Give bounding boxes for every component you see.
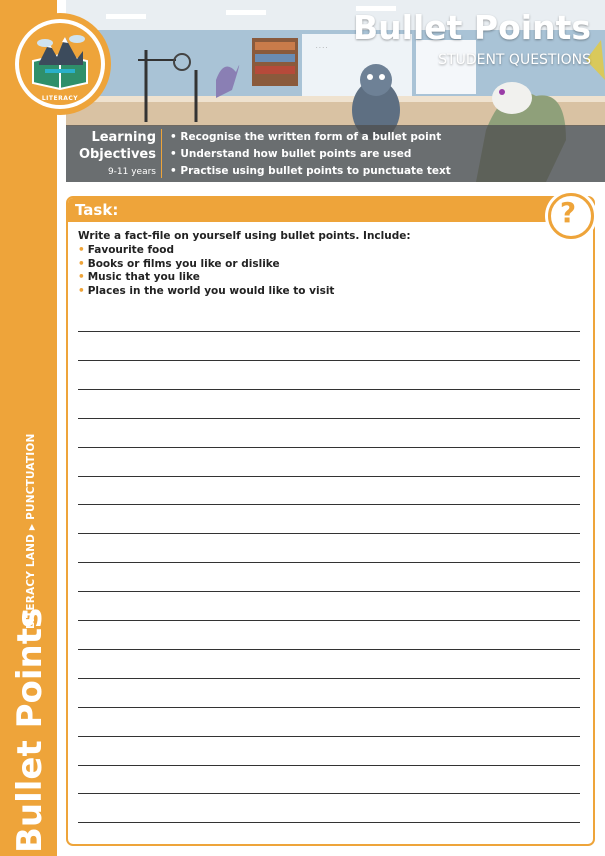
writing-line[interactable]: [78, 331, 580, 332]
writing-line[interactable]: [78, 447, 580, 448]
writing-line[interactable]: [78, 418, 580, 419]
objectives-heading-line2: Objectives: [78, 147, 156, 162]
writing-line[interactable]: [78, 504, 580, 505]
task-bullet-list: [78, 244, 334, 298]
svg-text:. . . .: . . . .: [316, 44, 328, 50]
sidebar: [0, 0, 57, 856]
writing-line[interactable]: [78, 649, 580, 650]
task-instruction: Write a fact-file on yourself using bullet points. Include:: [78, 230, 411, 242]
writing-line[interactable]: [78, 533, 580, 534]
question-mark-glyph: ?: [559, 196, 577, 229]
bullet-point-icon: •: [78, 271, 85, 283]
objective-item: • Recognise the written form of a bullet point: [170, 131, 442, 143]
page-subtitle: STUDENT QUESTIONS: [438, 52, 591, 68]
objectives-heading: [70, 129, 156, 163]
objectives-heading-line1: Learning: [91, 130, 156, 145]
logo-label: LITERACY: [41, 95, 79, 102]
task-header: [68, 198, 593, 222]
task-bullet-item: • Favourite food: [78, 244, 174, 256]
writing-line[interactable]: [78, 476, 580, 477]
writing-line[interactable]: [78, 562, 580, 563]
breadcrumb-literacy-land: LITERACY LAND: [25, 533, 37, 629]
objectives-list: [170, 129, 451, 180]
literacy-logo: [9, 13, 111, 115]
objective-item: • Practise using bullet points to punctuate text: [170, 165, 451, 177]
page-title: Bullet Points: [353, 8, 591, 47]
writing-line[interactable]: [78, 793, 580, 794]
writing-line[interactable]: [78, 591, 580, 592]
objective-item: • Understand how bullet points are used: [170, 148, 412, 160]
task-title: Task:: [75, 201, 119, 219]
writing-line[interactable]: [78, 765, 580, 766]
breadcrumb-arrow-icon: ▶: [27, 523, 36, 531]
task-bullet-item: • Music that you like: [78, 271, 200, 283]
bullet-point-icon: •: [78, 284, 85, 297]
writing-line[interactable]: [78, 360, 580, 361]
writing-line[interactable]: [78, 707, 580, 708]
header-banner: [66, 0, 605, 182]
writing-line[interactable]: [78, 822, 580, 823]
writing-line[interactable]: [78, 736, 580, 737]
learning-objectives-bar: [66, 125, 605, 182]
objectives-divider: [161, 129, 162, 178]
sidebar-title: Bullet Points: [10, 607, 50, 853]
bullet-point-icon: •: [78, 257, 85, 270]
age-range: 9-11 years: [107, 167, 156, 177]
breadcrumb-punctuation: PUNCTUATION: [25, 433, 37, 520]
bullet-point-icon: •: [78, 244, 85, 256]
writing-line[interactable]: [78, 620, 580, 621]
task-bullet-item: • Books or films you like or dislike: [78, 257, 280, 270]
writing-line[interactable]: [78, 389, 580, 390]
writing-line[interactable]: [78, 678, 580, 679]
question-mark-icon: [545, 190, 597, 242]
task-bullet-item: • Places in the world you would like to visit: [78, 284, 335, 297]
sidebar-breadcrumb: [23, 433, 39, 629]
